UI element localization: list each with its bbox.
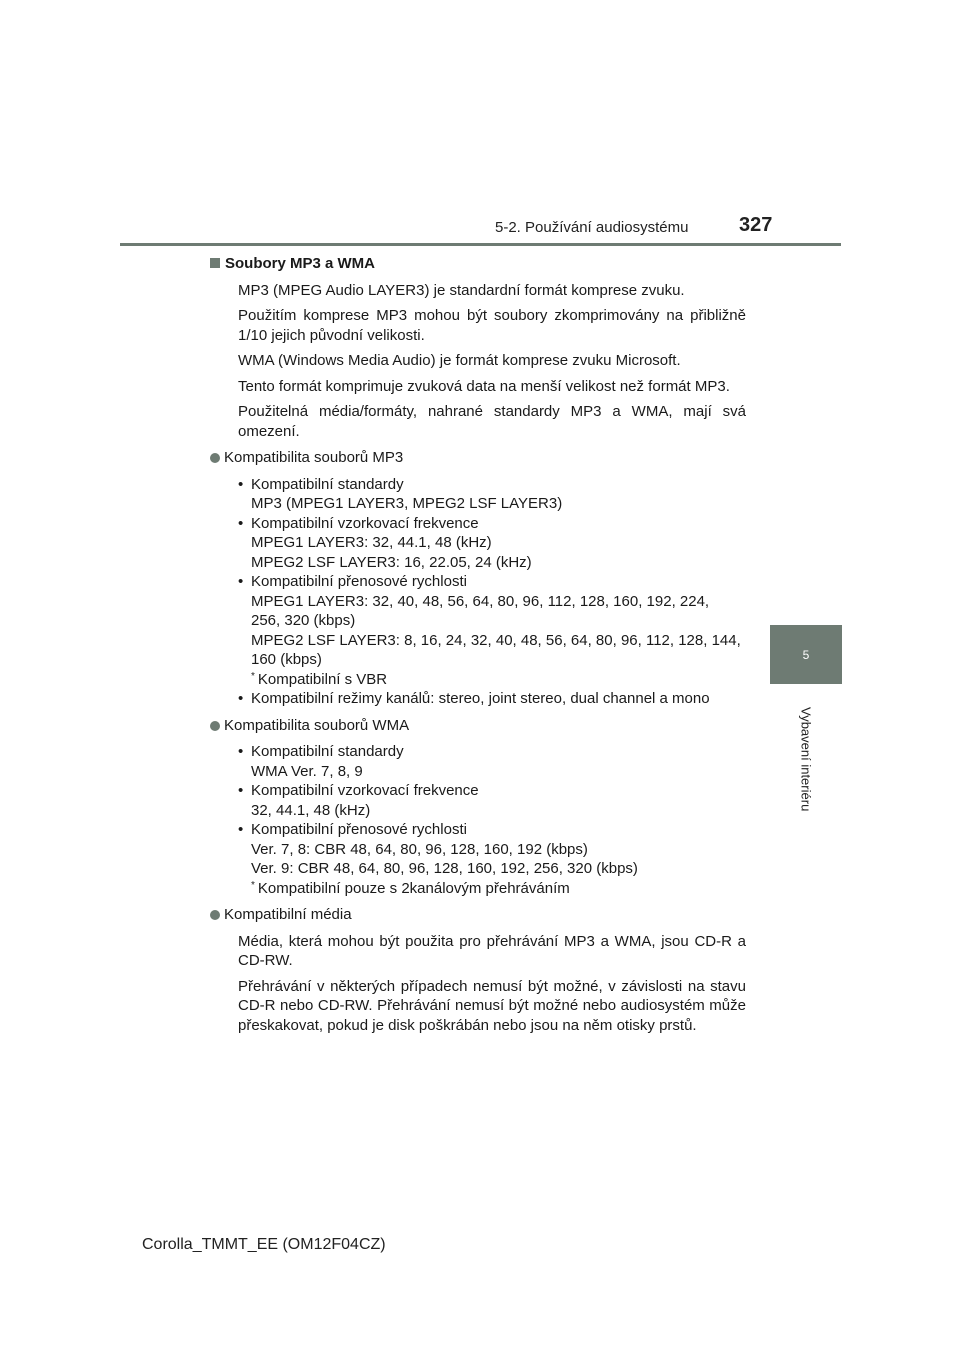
chapter-number: 5: [802, 647, 810, 662]
wma-compatibility-heading: [210, 716, 746, 736]
list-item: [238, 572, 746, 592]
list-item: [238, 475, 746, 495]
section-heading: [210, 254, 746, 274]
mp3-heading-text: Kompatibilita souborů MP3: [224, 449, 404, 466]
footnote-mark: *: [251, 670, 255, 682]
list-item: [238, 514, 746, 534]
list-item-label: Kompatibilní přenosové rychlosti: [251, 821, 467, 838]
paragraph: Tento formát komprimuje zvuková data na menší velikost než formát MP3.: [238, 377, 730, 395]
chapter-label-text: Vybavení interiéru: [798, 706, 814, 812]
media-compatibility-heading: [210, 905, 746, 925]
list-item-label: Kompatibilní vzorkovací frekvence: [251, 514, 479, 532]
bullet-mark: •: [238, 821, 244, 838]
list-item-label: Kompatibilní vzorkovací frekvence: [251, 782, 479, 799]
bullet-mark: •: [238, 782, 244, 799]
list-item-label: Kompatibilní standardy: [251, 743, 404, 760]
mp3-details: [238, 475, 746, 709]
list-item-label: Kompatibilní standardy: [251, 475, 404, 493]
media-heading-text: Kompatibilní média: [224, 906, 352, 923]
footnote-text: Kompatibilní pouze s 2kanálovým přehráváním: [257, 879, 570, 897]
bullet-mark: •: [238, 475, 244, 493]
list-item: [238, 742, 746, 762]
wma-heading-text: Kompatibilita souborů WMA: [224, 716, 410, 734]
header-section-title: 5-2. Používání audiosystému: [495, 219, 689, 236]
paragraph: Použitelná média/formáty, nahrané standardy MP3 a WMA, mají svá omezení.: [238, 403, 746, 440]
page-content: [210, 254, 746, 1041]
list-item-detail: WMA Ver. 7, 8, 9: [251, 762, 363, 780]
list-item-detail: 256, 320 (kbps): [251, 612, 356, 629]
list-item: [238, 820, 746, 840]
paragraph: Přehrávání v některých případech nemusí být možné, v závislosti na stavu CD-R nebo CD-RW. Přehrávání nemusí být možné nebo audiosystém může přeskakovat, pokud je disk poškrábán nebo jsou na něm otisky prstů.: [238, 977, 746, 1034]
square-bullet-icon: [210, 258, 220, 268]
paragraph: WMA (Windows Media Audio) je formát komprese zvuku Microsoft.: [238, 352, 681, 369]
list-item-detail: MPEG1 LAYER3: 32, 44.1, 48 (kHz): [251, 534, 492, 551]
footnote: [251, 670, 746, 690]
header-rule: [120, 243, 841, 246]
list-item-label: Kompatibilní režimy kanálů: stereo, joint stereo, dual channel a mono: [251, 690, 710, 707]
list-item-detail: MPEG1 LAYER3: 32, 40, 48, 56, 64, 80, 96, 112, 128, 160, 192, 224,: [251, 592, 710, 610]
section-heading-text: Soubory MP3 a WMA: [225, 255, 376, 272]
circle-bullet-icon: [210, 453, 220, 463]
circle-bullet-icon: [210, 721, 220, 731]
bullet-mark: •: [238, 690, 244, 707]
footer-document-id: Corolla_TMMT_EE (OM12F04CZ): [142, 1236, 386, 1253]
chapter-tab: [770, 625, 842, 684]
page-number: 327: [739, 214, 773, 236]
footnote-mark: *: [251, 879, 255, 891]
paragraph: Použitím komprese MP3 mohou být soubory zkomprimovány na přibližně 1/10 jejich původní velikosti.: [238, 307, 746, 344]
footnote: [251, 879, 746, 899]
list-item-detail: Ver. 7, 8: CBR 48, 64, 80, 96, 128, 160, 192 (kbps): [251, 840, 588, 858]
list-item-label: Kompatibilní přenosové rychlosti: [251, 573, 467, 590]
list-item-detail: 32, 44.1, 48 (kHz): [251, 801, 371, 819]
list-item-detail: MP3 (MPEG1 LAYER3, MPEG2 LSF LAYER3): [251, 495, 563, 512]
wma-details: [238, 742, 746, 898]
list-item-detail: 160 (kbps): [251, 651, 322, 668]
list-item: [238, 781, 746, 801]
bullet-mark: •: [238, 573, 244, 590]
list-item-detail: MPEG2 LSF LAYER3: 16, 22.05, 24 (kHz): [251, 553, 532, 571]
list-item-detail: MPEG2 LSF LAYER3: 8, 16, 24, 32, 40, 48, 56, 64, 80, 96, 112, 128, 144,: [251, 631, 741, 649]
paragraph: MP3 (MPEG Audio LAYER3) je standardní formát komprese zvuku.: [238, 281, 685, 299]
footnote-text: Kompatibilní s VBR: [257, 670, 388, 688]
mp3-compatibility-heading: [210, 448, 746, 468]
circle-bullet-icon: [210, 910, 220, 920]
bullet-mark: •: [238, 743, 244, 760]
list-item-detail: Ver. 9: CBR 48, 64, 80, 96, 128, 160, 192, 256, 320 (kbps): [251, 860, 638, 877]
list-item: [238, 689, 746, 709]
paragraph: Média, která mohou být použita pro přehrávání MP3 a WMA, jsou CD-R a CD-RW.: [238, 932, 746, 969]
chapter-label: [767, 692, 845, 826]
bullet-mark: •: [238, 514, 244, 532]
